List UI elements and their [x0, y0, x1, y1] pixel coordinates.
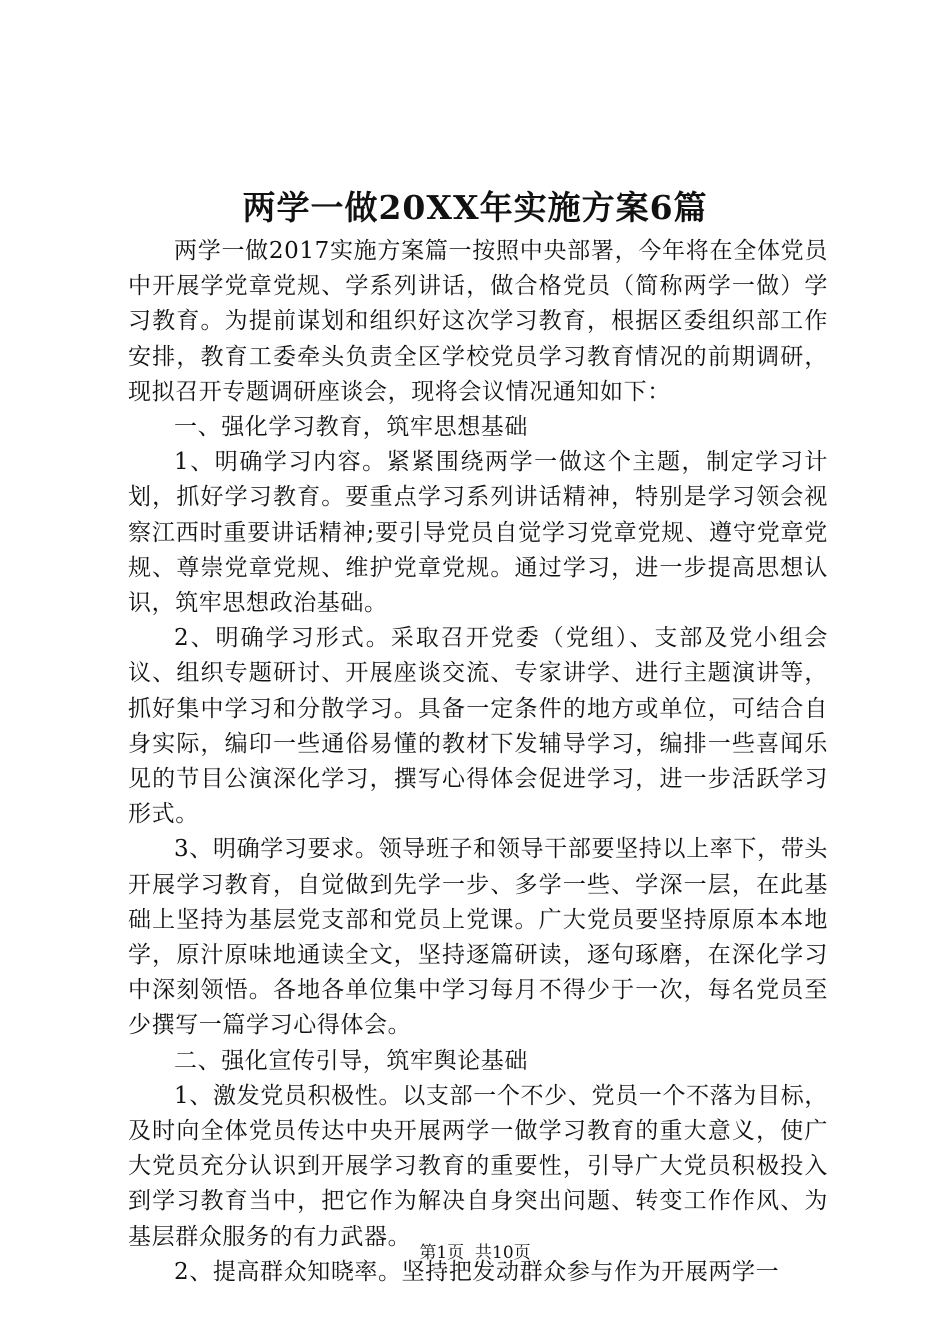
- footer-spacer: [464, 1243, 475, 1263]
- paragraph-1-1: 1、明确学习内容。紧紧围绕两学一做这个主题，制定学习计划，抓好学习教育。要重点学习系列讲话精神，特别是学习领会视察江西时重要讲话精神;要引导党员自觉学习党章党规、遵守党章党规、尊崇党章党规、维护党章党规。通过学习，进一步提高思想认识，筑牢思想政治基础。: [128, 449, 828, 617]
- paragraph-2-2: 2、提高群众知晓率。坚持把发动群众参与作为开展两学一: [174, 1258, 780, 1285]
- paragraph-1-3: 3、明确学习要求。领导班子和领导干部要坚持以上率下，带头开展学习教育，自觉做到先学一步、多学一些、学深一层，在此基础上坚持为基层党支部和党员上党课。广大党员要坚持原原本本地学，原汁原味地通读全文，坚持逐篇研读，逐句琢磨，在深化学习中深刻领悟。各地各单位集中学习每月不得少于一次，每名党员至少撰写一篇学习心得体会。: [128, 836, 828, 1039]
- paragraph-1-2: 2、明确学习形式。采取召开党委（党组）、支部及党小组会议、组织专题研讨、开展座谈交流、专家讲学、进行主题演讲等，抓好集中学习和分散学习。具备一定条件的地方或单位，可结合自身实际，编印一些通俗易懂的教材下发辅导学习，编排一些喜闻乐见的节目公演深化学习，撰写心得体会促进学习，进一步活跃学习形式。: [128, 625, 828, 828]
- section-heading-1: 一、强化学习教育，筑牢思想基础: [174, 414, 528, 441]
- page-footer: [0, 1242, 950, 1264]
- paragraph-2-1: 1、激发党员积极性。以支部一个不少、党员一个不落为目标，及时向全体党员传达中央开展两学一做学习教育的重大意义，使广大党员充分认识到开展学习教育的重要性，引导广大党员积极投入到学习教育当中，把它作为解决自身突出问题、转变工作作风、为基层群众服务的有力武器。: [128, 1082, 828, 1250]
- section-heading-2: 二、强化宣传引导，筑牢舆论基础: [174, 1047, 528, 1074]
- page-number: 第1页: [419, 1243, 465, 1263]
- page-total: 共10页: [475, 1243, 531, 1263]
- document-body: [128, 234, 828, 1290]
- paragraph-intro: 两学一做2017实施方案篇一按照中央部署，今年将在全体党员中开展学党章党规、学系列讲话，做合格党员（简称两学一做）学习教育。为提前谋划和组织好这次学习教育，根据区委组织部工作安排，教育工委牵头负责全区学校党员学习教育情况的前期调研，现拟召开专题调研座谈会，现将会议情况通知如下：: [128, 238, 828, 405]
- document-title: 两学一做20XX年实施方案6篇: [242, 188, 708, 227]
